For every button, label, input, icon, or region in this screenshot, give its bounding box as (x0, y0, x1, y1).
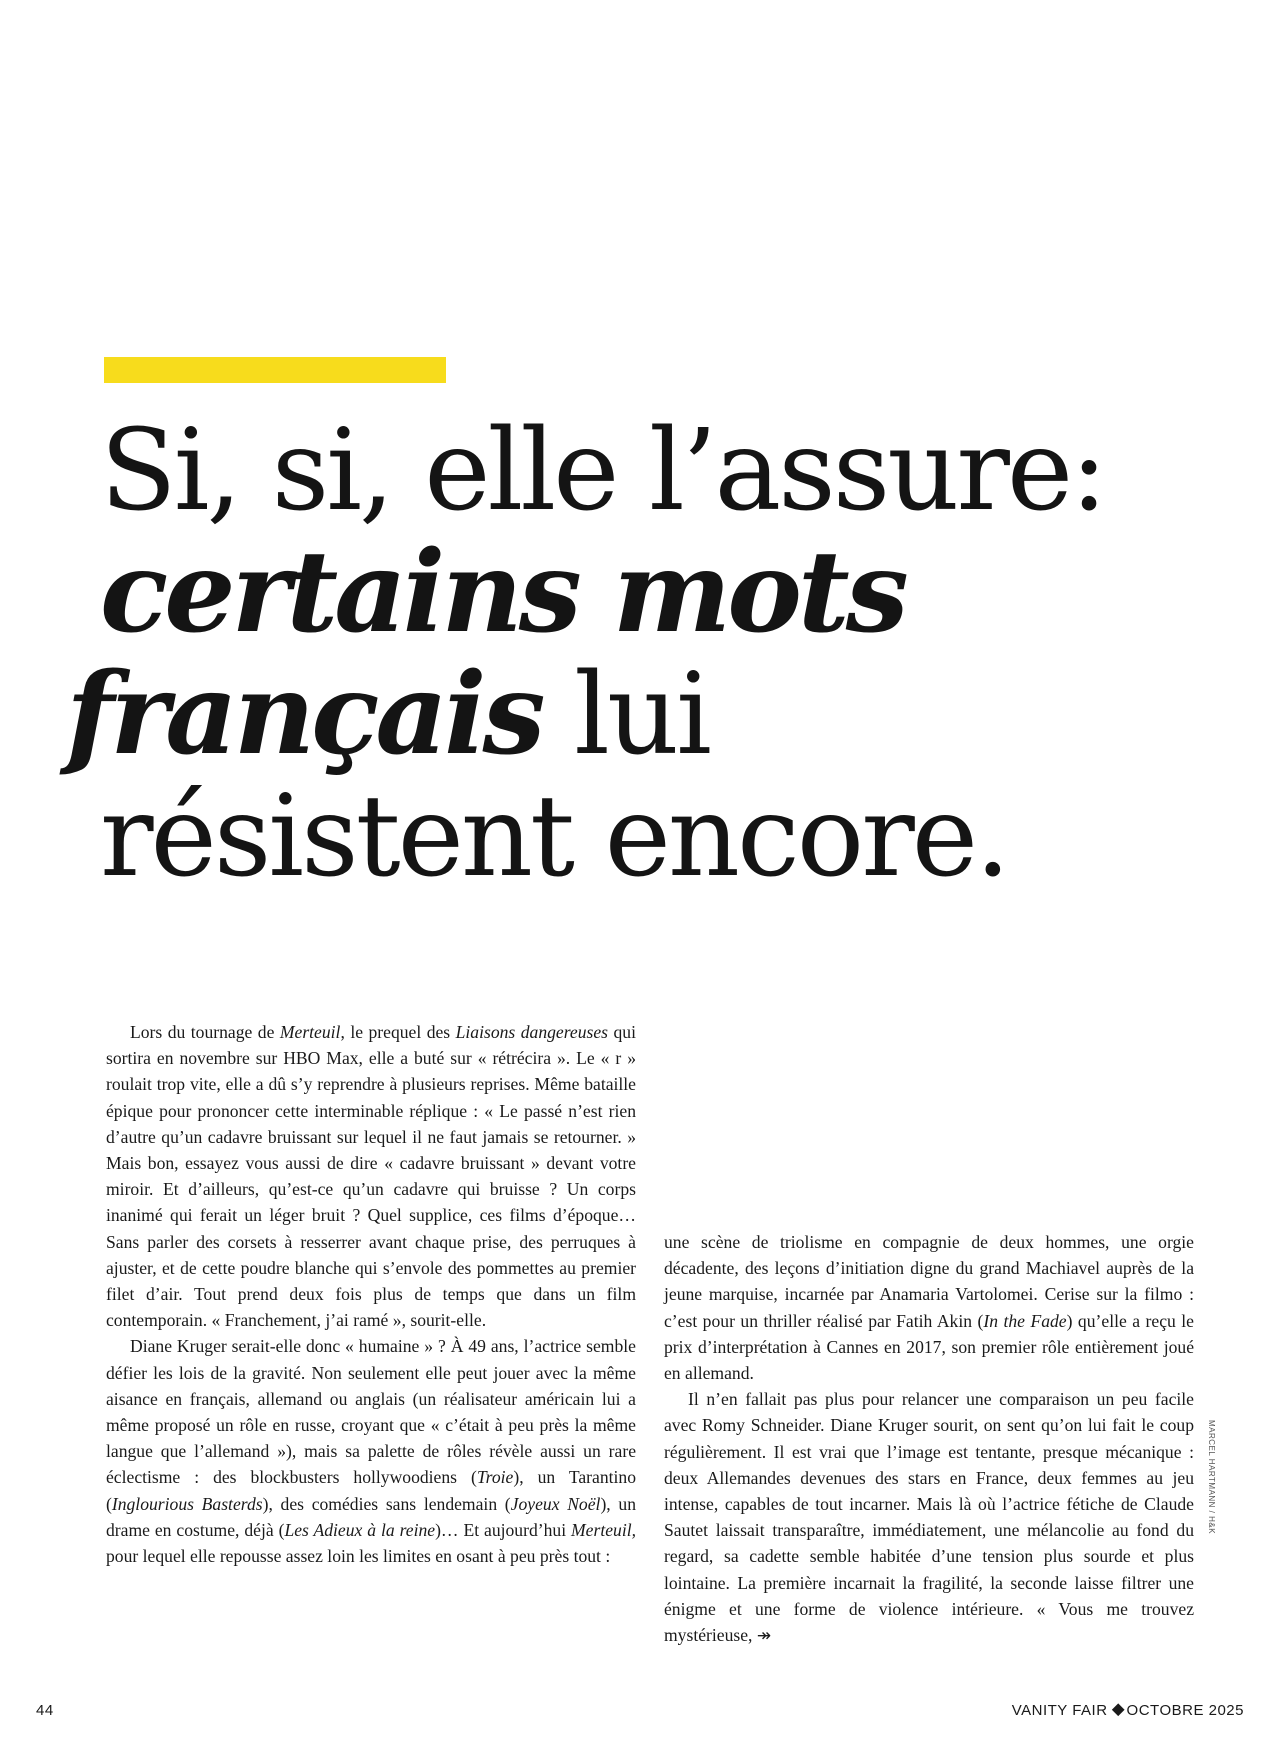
continue-arrow-icon: ↠ (756, 1626, 772, 1647)
text-run: qui sortira en novembre sur HBO Max, elle a buté sur « rétrécira ». Le « r » roulait trop vite, elle a dû s’y reprendre à plusieurs reprises. Même bataille épique pour prononcer cette interminable réplique : « Le passé n’est rien d’autre qu’un cadavre bruissant sur lequel il ne faut jamais se retourner. » Mais bon, essayez vous aussi de dire « cadavre bruissant » devant votre miroir. Et d’ailleurs, qu’est-ce qu’un cadavre qui bruisse ? Un corps inanimé qui ferait un léger bruit ? Quel supplice, ces films d’époque… Sans parler des corsets à resserrer avant chaque prise, des perruques à ajuster, et de cette poudre blanche qui s’envole des pommettes au premier filet d’air. Tout prend deux fois plus de temps que dans un film contemporain. « Franchement, j’ai ramé », sourit-elle. (106, 1022, 636, 1331)
paragraph (664, 1229, 1194, 1386)
work-title: Troie (476, 1467, 514, 1488)
diamond-icon (1111, 1703, 1124, 1716)
text-run: pour lequel elle repousse assez loin les limites en osant à peu près tout : (106, 1546, 611, 1567)
body-column-left (106, 1019, 636, 1569)
paragraph (106, 1333, 636, 1569)
headline-line-3 (66, 649, 1200, 780)
headline (66, 406, 1200, 902)
paragraph (664, 1386, 1194, 1649)
text-run: Diane Kruger serait-elle donc « humaine » ? À 49 ans, l’actrice semble défier les lois de la gravité. Non seulement elle peut jouer avec la même aisance en français, allemand ou anglais (un réalisateur américain lui a même proposé un rôle en russe, croyant que « c’était à peu près la même langue que l’allemand »), mais sa palette de rôles révèle aussi un rare éclectisme : des blockbusters hollywoodiens ( (106, 1336, 636, 1488)
text-run: )… Et aujourd’hui (435, 1519, 572, 1540)
text-run: , le prequel des (340, 1022, 456, 1042)
magazine-name: VANITY FAIR (1011, 1702, 1108, 1719)
text-run: Il n’en fallait pas plus pour relancer une comparaison un peu facile avec Romy Schneider. Diane Kruger sourit, on sent qu’on lui fait le coup régulièrement. Il est vrai que l’image est tentante, presque mécanique : deux Allemandes devenues des stars en France, deux femmes au jeu intense, capables de tout incarner. Mais là où l’actrice fétiche de Claude Sautet laissait transparaître, immédiatement, une mélancolie au fond du regard, sa cadette semble habitée d’une tension plus sourde et plus lointaine. La première incarnait la fragilité, la seconde laisse filtrer une énigme et une forme de violence intérieure. « Vous me trouvez mystérieuse, (664, 1389, 1194, 1646)
accent-bar (104, 357, 446, 383)
work-title: Inglourious Basterds (111, 1493, 263, 1514)
issue-date: OCTOBRE 2025 (1126, 1702, 1244, 1719)
headline-line-1: Si, si, elle l’assure: (100, 406, 1105, 536)
paragraph (106, 1019, 636, 1333)
work-title: Liaisons dangereuses (455, 1022, 609, 1042)
work-title: Joyeux Noël (510, 1493, 601, 1514)
running-footer (1012, 1702, 1244, 1719)
text-run: une scène de triolisme en compagnie de deux hommes, une orgie décadente, des leçons d’initiation digne du grand Machiavel auprès de la jeune marquise, incarnée par Anamaria Vartolomei. Cerise sur la filmo : c’est pour un thriller réalisé par Fatih Akin ( (664, 1232, 1194, 1331)
headline-italic-2: français (66, 649, 542, 780)
text-run: ) qu’elle a reçu le prix d’interprétation à Cannes en 2017, son premier rôle entièrement joué en allemand. (664, 1310, 1194, 1384)
text-run: Lors du tournage de (130, 1022, 280, 1042)
photo-credit: MARCEL HARTMANN / H&K (1207, 1420, 1216, 1535)
text-run: ), un Tarantino ( (106, 1467, 636, 1514)
text-run: ), des comédies sans lendemain ( (262, 1493, 511, 1514)
work-title: Les Adieux à la reine (284, 1519, 436, 1540)
headline-line-4: résistent encore. (100, 772, 1008, 902)
headline-line-3-rest: lui (541, 650, 709, 780)
work-title: Merteuil (279, 1022, 341, 1042)
work-title: Merteuil, (571, 1519, 636, 1540)
page-number: 44 (36, 1702, 54, 1719)
work-title: In the Fade (983, 1310, 1067, 1331)
text-run: ), un drame en costume, déjà ( (106, 1493, 636, 1540)
body-column-right (664, 1229, 1194, 1649)
headline-italic-1: certains mots (100, 527, 905, 658)
headline-line-2 (100, 527, 1200, 658)
